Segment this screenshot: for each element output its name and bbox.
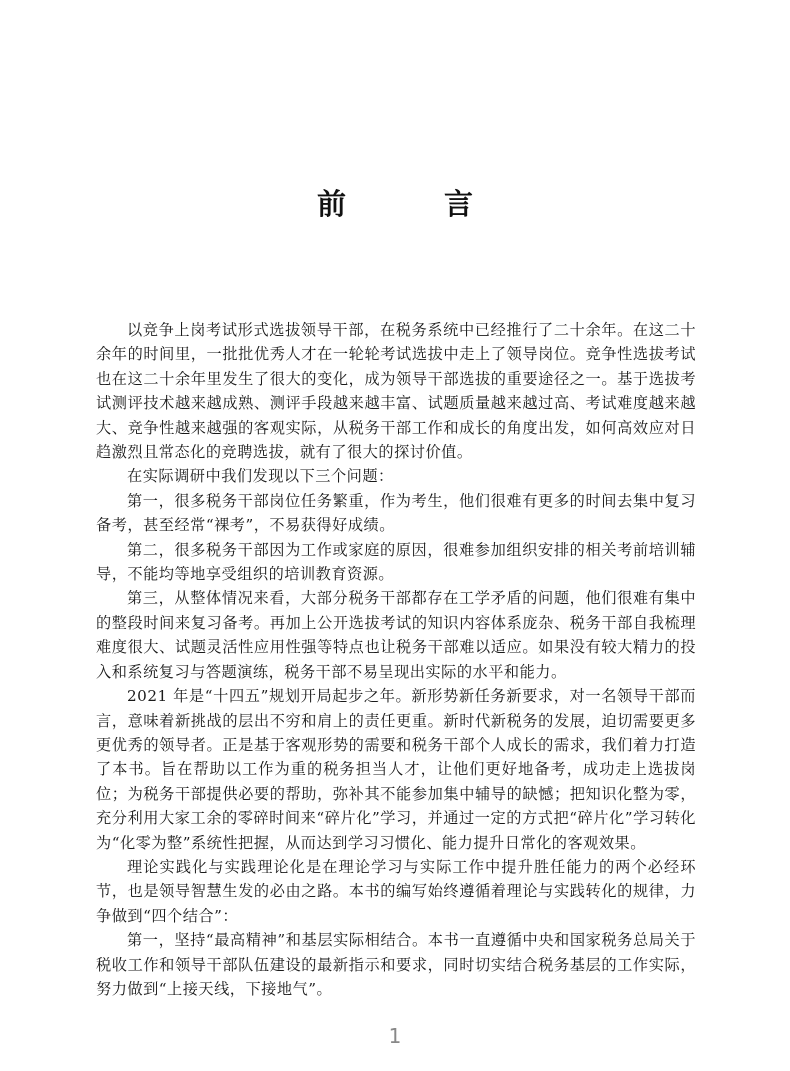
preface-body [96,318,696,1001]
paragraph-2021: 2021 年是“十四五”规划开局起步之年。新形势新任务新要求，对一名领导干部而言，意味着新挑战的层出不穷和肩上的责任更重。新时代新税务的发展，迫切需要更多更优秀的领导者。正是基于客观形势的需要和税务干部个人成长的需求，我们着力打造了本书。旨在帮助以工作为重的税务担当人才，让他们更好地备考，成功走上选拔岗位；为税务干部提供必要的帮助，弥补其不能参加集中辅导的缺憾；把知识化整为零，充分利用大家工余的零碎时间来“碎片化”学习，并通过一定的方式把“碎片化”学习转化为“化零为整”系统性把握，从而达到学习习惯化、能力提升日常化的客观效果。 [96,687,696,852]
paragraph-intro: 以竞争上岗考试形式选拔领导干部，在税务系统中已经推行了二十余年。在这二十余年的时间里，一批批优秀人才在一轮轮考试选拔中走上了领导岗位。竞争性选拔考试也在这二十余年里发生了很大的变化，成为领导干部选拔的重要途径之一。基于选拔考试测评技术越来越成熟、测评手段越来越丰富、试题质量越来越过高、考试难度越来越大、竞争性越来越强的客观实际，从税务干部工作和成长的角度出发，如何高效应对日趋激烈且常态化的竞聘选拔，就有了很大的探讨价值。 [96,321,696,462]
paragraph-problem-3: 第三，从整体情况来看，大部分税务干部都存在工学矛盾的问题，他们很难有集中的整段时间来复习备考。再加上公开选拔考试的知识内容体系庞杂、税务干部自我梳理难度很大、试题灵活性应用性强等特点也让税务干部难以适应。如果没有较大精力的投入和系统复习与答题演练，税务干部不易呈现出实际的水平和能力。 [96,589,696,681]
page-title: 前 言 [316,187,518,221]
paragraph-problems-lead: 在实际调研中我们发现以下三个问题： [127,467,394,486]
paragraph-combination-1: 第一，坚持“最高精神”和基层实际相结合。本书一直遵循中央和国家税务总局关于税收工作和领导干部队伍建设的最新指示和要求，同时切实结合税务基层的工作实际，努力做到“上接天线，下接地气”。 [96,931,696,998]
paragraph-problem-2: 第二，很多税务干部因为工作或家庭的原因，很难参加组织安排的相关考前培训辅导，不能均等地享受组织的培训教育资源。 [96,540,696,584]
paragraph-theory-practice: 理论实践化与实践理论化是在理论学习与实际工作中提升胜任能力的两个必经环节，也是领导智慧生发的必由之路。本书的编写始终遵循着理论与实践转化的规律，力争做到“四个结合”： [96,857,696,925]
paragraph-problem-1: 第一，很多税务干部岗位任务繁重，作为考生，他们很难有更多的时间去集中复习备考，甚至经常“裸考”，不易获得好成绩。 [96,491,696,535]
page-number: 1 [388,1024,402,1048]
